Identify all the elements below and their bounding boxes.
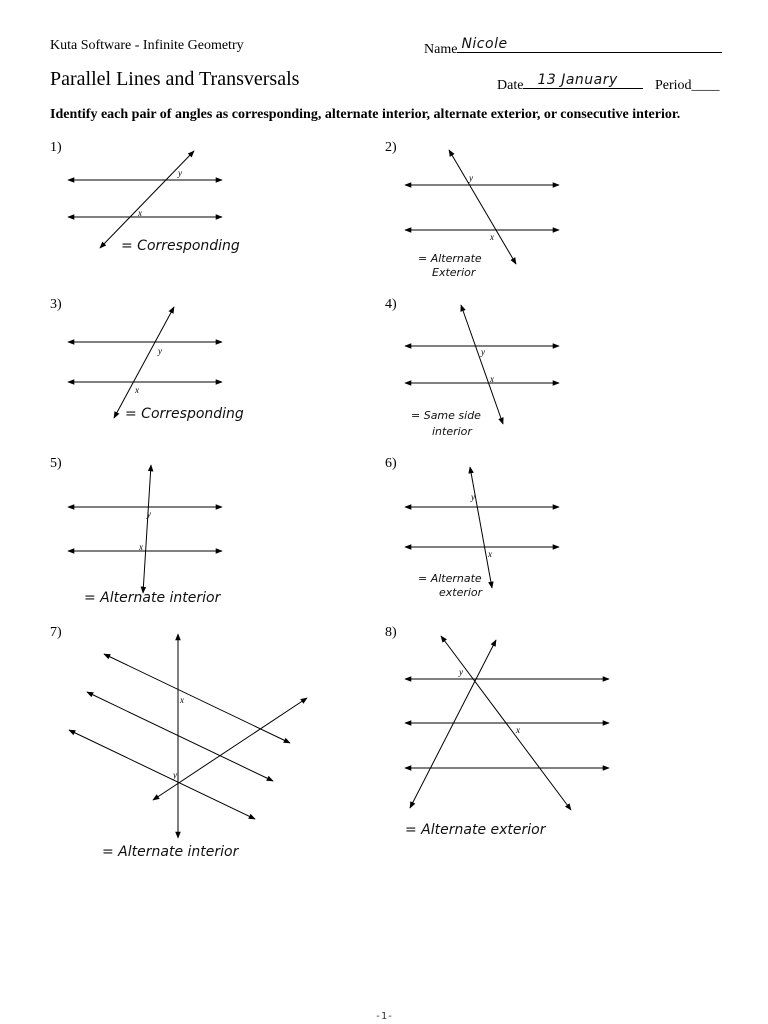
- p2-answer-line2: Exterior: [432, 266, 476, 279]
- problem-2-number: 2): [385, 140, 397, 155]
- problem-5-number: 5): [50, 456, 62, 471]
- p6-angle-x-label: x: [488, 549, 492, 559]
- p5-angle-x-label: x: [139, 542, 143, 552]
- date-value: 13 January: [537, 72, 618, 88]
- p5-answer: = Alternate interior: [84, 590, 221, 606]
- p3-angle-x-label: x: [135, 385, 139, 395]
- p7-answer: = Alternate interior: [102, 844, 239, 860]
- worksheet-title: Parallel Lines and Transversals: [50, 68, 300, 90]
- problem-8-diagram: [405, 636, 609, 810]
- p4-answer-line1: = Same side: [411, 409, 481, 422]
- p2-angle-x-label: x: [490, 232, 494, 242]
- instructions: Identify each pair of angles as corresponding, alternate interior, alternate exterior, or consecutive interior.: [50, 107, 681, 122]
- p8-angle-y-label: y: [459, 667, 463, 677]
- p2-answer-line1: = Alternate: [418, 252, 482, 265]
- name-label: Name: [424, 42, 458, 57]
- publisher-label: Kuta Software - Infinite Geometry: [50, 38, 244, 53]
- p1-angle-y-label: y: [178, 168, 182, 178]
- problem-7-diagram: [69, 634, 307, 838]
- problem-8-number: 8): [385, 625, 397, 640]
- p4-angle-y-label: y: [481, 347, 485, 357]
- problem-4-diagram: [405, 305, 559, 424]
- p6-answer-line2: exterior: [439, 586, 483, 599]
- page-number: -1-: [374, 1011, 394, 1022]
- problem-1-diagram: [68, 151, 222, 248]
- p3-angle-y-label: y: [158, 346, 162, 356]
- period-label: Period: [654, 78, 692, 93]
- p8-answer: = Alternate exterior: [405, 822, 546, 838]
- p3-answer: = Corresponding: [125, 406, 244, 422]
- p6-angle-y-label: y: [471, 492, 475, 502]
- problem-4-number: 4): [385, 297, 397, 312]
- p8-angle-x-label: x: [516, 725, 520, 735]
- problem-6-number: 6): [385, 456, 397, 471]
- p2-angle-y-label: y: [469, 173, 473, 183]
- p6-answer-line1: = Alternate: [418, 572, 482, 585]
- problem-3-diagram: [68, 307, 222, 418]
- problem-6-diagram: [405, 467, 559, 588]
- p4-answer-line2: interior: [432, 425, 472, 438]
- problem-5-diagram: [68, 465, 222, 593]
- problem-2-diagram: [405, 150, 559, 264]
- period-field[interactable]: ____: [691, 78, 720, 93]
- name-value: Nicole: [461, 36, 508, 52]
- date-label: Date: [497, 78, 524, 93]
- p7-angle-y-label: y: [173, 770, 177, 780]
- problem-7-number: 7): [50, 625, 62, 640]
- p5-angle-y-label: y: [147, 509, 151, 519]
- p7-angle-x-label: x: [180, 695, 184, 705]
- p1-answer: = Corresponding: [121, 238, 240, 254]
- p4-angle-x-label: x: [490, 374, 494, 384]
- p1-angle-x-label: x: [138, 208, 142, 218]
- problem-1-number: 1): [50, 140, 62, 155]
- problem-3-number: 3): [50, 297, 62, 312]
